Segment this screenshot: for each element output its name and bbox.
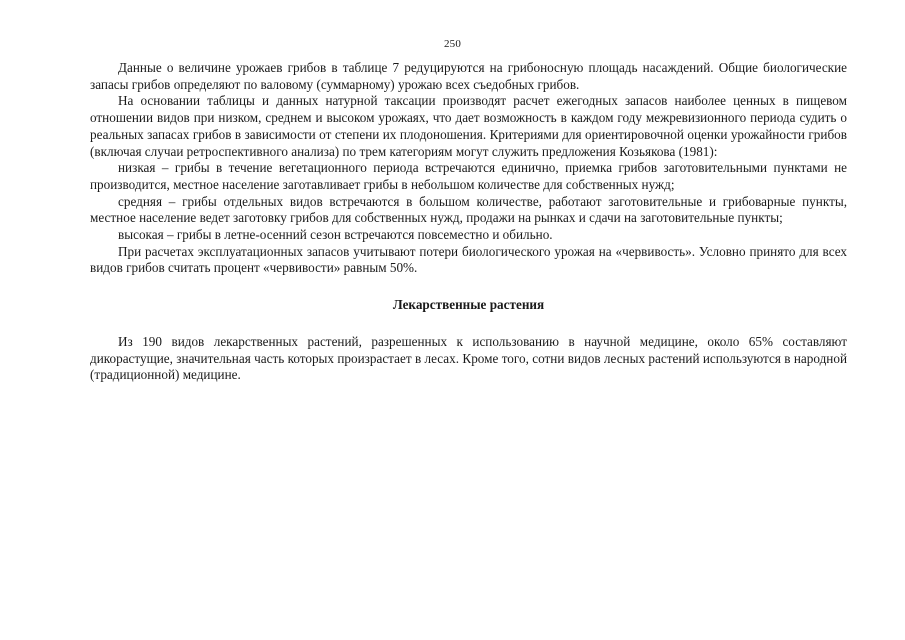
paragraph-annual-stock-calculation: На основании таблицы и данных натурной таксации производят расчет ежегодных запасов наиболее ценных в пищевом отношении видов при низком, среднем и высоком урожаях, что дает возможность в каждом году межревизионного периода судить о реальных запасах грибов в зависимости от степени их плодоношения. Критериями для ориентировочной оценки урожайности грибов (включая случаи ретроспективного анализа) по трем категориям могут служить предложения Козьякова (1981): [90,93,847,159]
paragraph-category-low: низкая – грибы в течение вегетационного периода встречаются единично, приемка грибов заготовительными пунктами не производится, местное население заготавливает грибы в небольшом количестве для собственных нужд; [90,160,847,192]
paragraph-wormy-losses: При расчетах эксплуатационных запасов учитывают потери биологического урожая на «червивость». Условно принято для всех видов грибов считать процент «червивости» равным 50%. [90,243,847,276]
paragraph-medicinal-plants: Из 190 видов лекарственных растений, разрешенных к использованию в научной медицине, около 65% составляют дикорастущие, значительная часть которых произрастает в лесах. Кроме того, сотни видов лесных растений используются в народной (традиционной) медицине. [90,333,847,383]
paragraph-mushroom-yield-reduction: Данные о величине урожаев грибов в таблице 7 редуцируются на грибоносную площадь насаждений. Общие биологические запасы грибов определяют по валовому (суммарному) урожаю всех съедобных грибов. [90,60,847,92]
section-heading-medicinal-plants: Лекарственные растения [392,297,545,313]
document-body [90,60,847,384]
paragraph-category-high: высокая – грибы в летне-осенний сезон встречаются повсеместно и обильно. [118,227,553,243]
paragraph-category-medium: средняя – грибы отдельных видов встречаются в большом количестве, работают заготовительные и грибоварные пункты, местное население ведет заготовку грибов для собственных нужд, продажи на рынках и сдачи на заготовительные пункты; [90,193,847,226]
page-number: 250 [443,38,462,50]
